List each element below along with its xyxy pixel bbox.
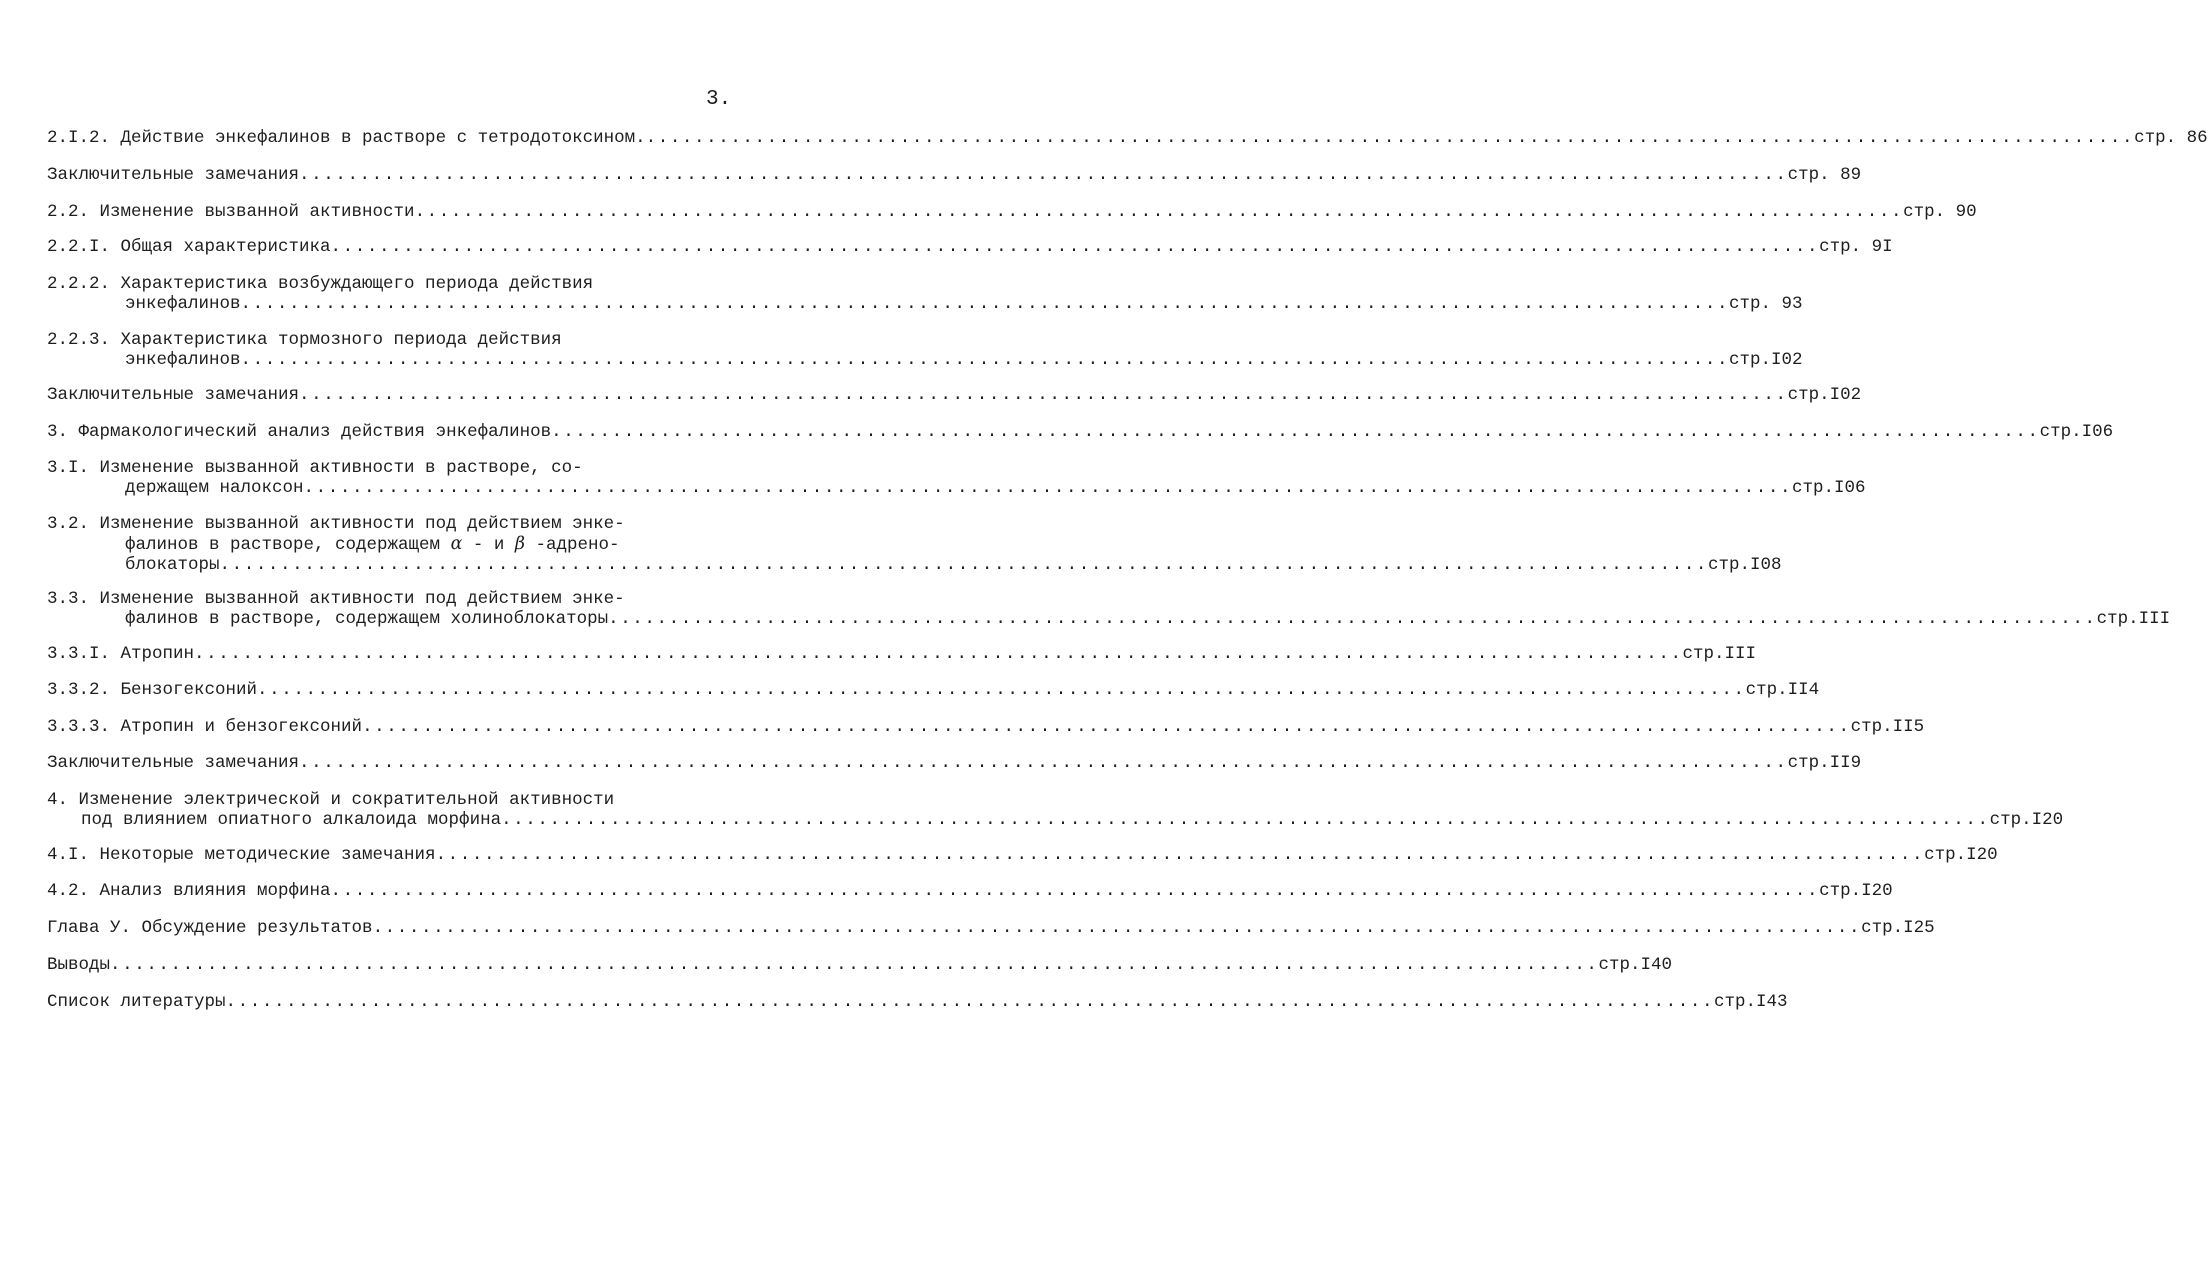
toc-entry-title: 4. Изменение электрической и сократительной активности [47, 790, 615, 810]
dot-leader: ........................................................................................................................... [330, 881, 1820, 901]
toc-entry-title: 3.2. Изменение вызванной активности под действием энке- [47, 514, 625, 534]
dot-leader: ........................................................................................................................... [257, 680, 1746, 700]
toc-entry-title: 2.2.2. Характеристика возбуждающего периода действия [47, 274, 594, 294]
toc-entry-title: 3.3.2. Бензогексоний [47, 680, 258, 700]
toc-entry-4-2 [47, 881, 1893, 901]
dot-leader: ........................................................................................................................... [435, 845, 1925, 865]
toc-entry-title: 2.2. Изменение вызванной активности [47, 202, 415, 222]
dot-leader: ........................................................................................................................... [225, 992, 1715, 1012]
dot-leader: ........................................................................................................................... [608, 609, 2097, 629]
toc-entry-title: Список литературы [47, 992, 226, 1012]
toc-entry-title: 3.3.3. Атропин и бензогексоний [47, 717, 363, 737]
toc-entry-title: Выводы [47, 955, 111, 975]
toc-entry-title-continued: держащем налоксон [125, 478, 304, 498]
toc-page-number: стр.I02 [1729, 350, 1803, 370]
toc-page-number: стр.III [1682, 644, 1757, 664]
toc-page-number: стр. 89 [1787, 165, 1862, 185]
toc-entry-concluding-remarks [47, 165, 1862, 185]
dot-leader: ........................................................................................................................... [330, 237, 1820, 257]
toc-page-number: стр.II9 [1787, 753, 1862, 773]
dot-leader: ........................................................................................................................... [299, 753, 1788, 773]
toc-entry-title: 3.3.I. Атропин [47, 644, 195, 664]
toc-page-number: стр.I02 [1787, 385, 1862, 405]
dot-leader: ........................................................................................................................... [414, 202, 1904, 222]
toc-entry-concluding-remarks [47, 385, 1862, 405]
toc-entry-3-1 [47, 458, 1866, 498]
toc-entry-3-3-1 [47, 644, 1757, 664]
toc-page-number: стр. 90 [1903, 202, 1977, 222]
toc-entry-title: 3. Фармакологический анализ действия энкефалинов [47, 422, 552, 442]
toc-page-number: стр.I25 [1861, 918, 1935, 938]
toc-page-number: стр.I06 [2039, 422, 2114, 442]
toc-entry-2-1-2 [47, 128, 2208, 148]
toc-page-number: стр.I20 [1819, 881, 1893, 901]
dot-leader: ........................................................................................................................... [362, 717, 1851, 737]
dot-leader: ........................................................................................................................... [299, 385, 1788, 405]
toc-entry-title-continued: блокаторы [125, 555, 220, 575]
toc-entry-title-continued: энкефалинов [125, 294, 241, 314]
dot-leader: ........................................................................................................................... [110, 955, 1599, 975]
toc-page-number: стр.III [2096, 609, 2171, 629]
dot-leader: ........................................................................................................................... [219, 555, 1709, 575]
dot-leader: ........................................................................................................................... [194, 644, 1683, 664]
toc-entry-title: 2.2.I. Общая характеристика [47, 237, 331, 257]
dot-leader: ........................................................................................................................... [303, 478, 1793, 498]
toc-page-number: стр.I40 [1598, 955, 1673, 975]
toc-page-number: стр. 86 [2134, 128, 2208, 148]
toc-entry-references [47, 992, 1788, 1012]
toc-page-number: стр.II4 [1745, 680, 1820, 700]
toc-entry-3 [47, 422, 2114, 442]
toc-entry-3-3 [47, 589, 2171, 629]
toc-entry-4-1 [47, 845, 1998, 865]
toc-entry-title: 4.2. Анализ влияния морфина [47, 881, 331, 901]
toc-page-number: стр.I08 [1708, 555, 1782, 575]
toc-entry-title-continued: фалинов в растворе, содержащем α - и β -адрено- [125, 534, 620, 555]
toc-entry-title: Заключительные замечания [47, 165, 300, 185]
toc-entry-title-continued: под влиянием опиатного алкалоида морфина [81, 810, 502, 830]
toc-entry-3-3-2 [47, 680, 1820, 700]
toc-entry-title: Заключительные замечания [47, 385, 300, 405]
toc-entry-title: Заключительные замечания [47, 753, 300, 773]
toc-page-number: стр.I43 [1714, 992, 1788, 1012]
toc-entry-title-continued: энкефалинов [125, 350, 241, 370]
dot-leader: ........................................................................................................................... [240, 350, 1730, 370]
toc-entry-2-2 [47, 202, 1977, 222]
toc-page-number: стр.I06 [1792, 478, 1866, 498]
dot-leader: ........................................................................................................................... [551, 422, 2040, 442]
toc-entry-conclusions [47, 955, 1673, 975]
toc-entry-3-3-3 [47, 717, 1925, 737]
toc-entry-title: 4.I. Некоторые методические замечания [47, 845, 436, 865]
toc-entry-2-2-2 [47, 274, 1803, 314]
toc-page-number: стр.I20 [1989, 810, 2064, 830]
toc-page-number: стр.II5 [1850, 717, 1925, 737]
toc-entry-2-2-3 [47, 330, 1803, 370]
page-number: 3. [706, 88, 732, 111]
dot-leader: ........................................................................................................................... [299, 165, 1788, 185]
toc-entry-title: 2.I.2. Действие энкефалинов в растворе с тетродотоксином. [47, 128, 646, 148]
dot-leader: ........................................................................................................................... [501, 810, 1990, 830]
dot-leader: ........................................................................................................................... [240, 294, 1730, 314]
dot-leader: ........................................................................................................................... [645, 128, 2135, 148]
toc-entry-title: 2.2.3. Характеристика тормозного периода действия [47, 330, 562, 350]
toc-entry-2-2-1 [47, 237, 1893, 257]
toc-entry-3-2 [47, 514, 1782, 575]
dot-leader: ........................................................................................................................... [372, 918, 1862, 938]
toc-page-number: стр. 93 [1729, 294, 1803, 314]
toc-entry-chapter-5 [47, 918, 1935, 938]
toc-entry-title: 3.I. Изменение вызванной активности в растворе, со- [47, 458, 583, 478]
toc-entry-concluding-remarks [47, 753, 1862, 773]
toc-entry-title-continued: фалинов в растворе, содержащем холиноблокаторы [125, 609, 609, 629]
toc-page-number: стр.I20 [1924, 845, 1998, 865]
toc-entry-title: 3.3. Изменение вызванной активности под действием энке- [47, 589, 625, 609]
beta-symbol: β [514, 534, 526, 554]
alpha-symbol: α [450, 534, 463, 554]
toc-entry-4 [47, 790, 2064, 830]
toc-page-number: стр. 9I [1819, 237, 1893, 257]
toc-entry-title: Глава У. Обсуждение результатов [47, 918, 373, 938]
